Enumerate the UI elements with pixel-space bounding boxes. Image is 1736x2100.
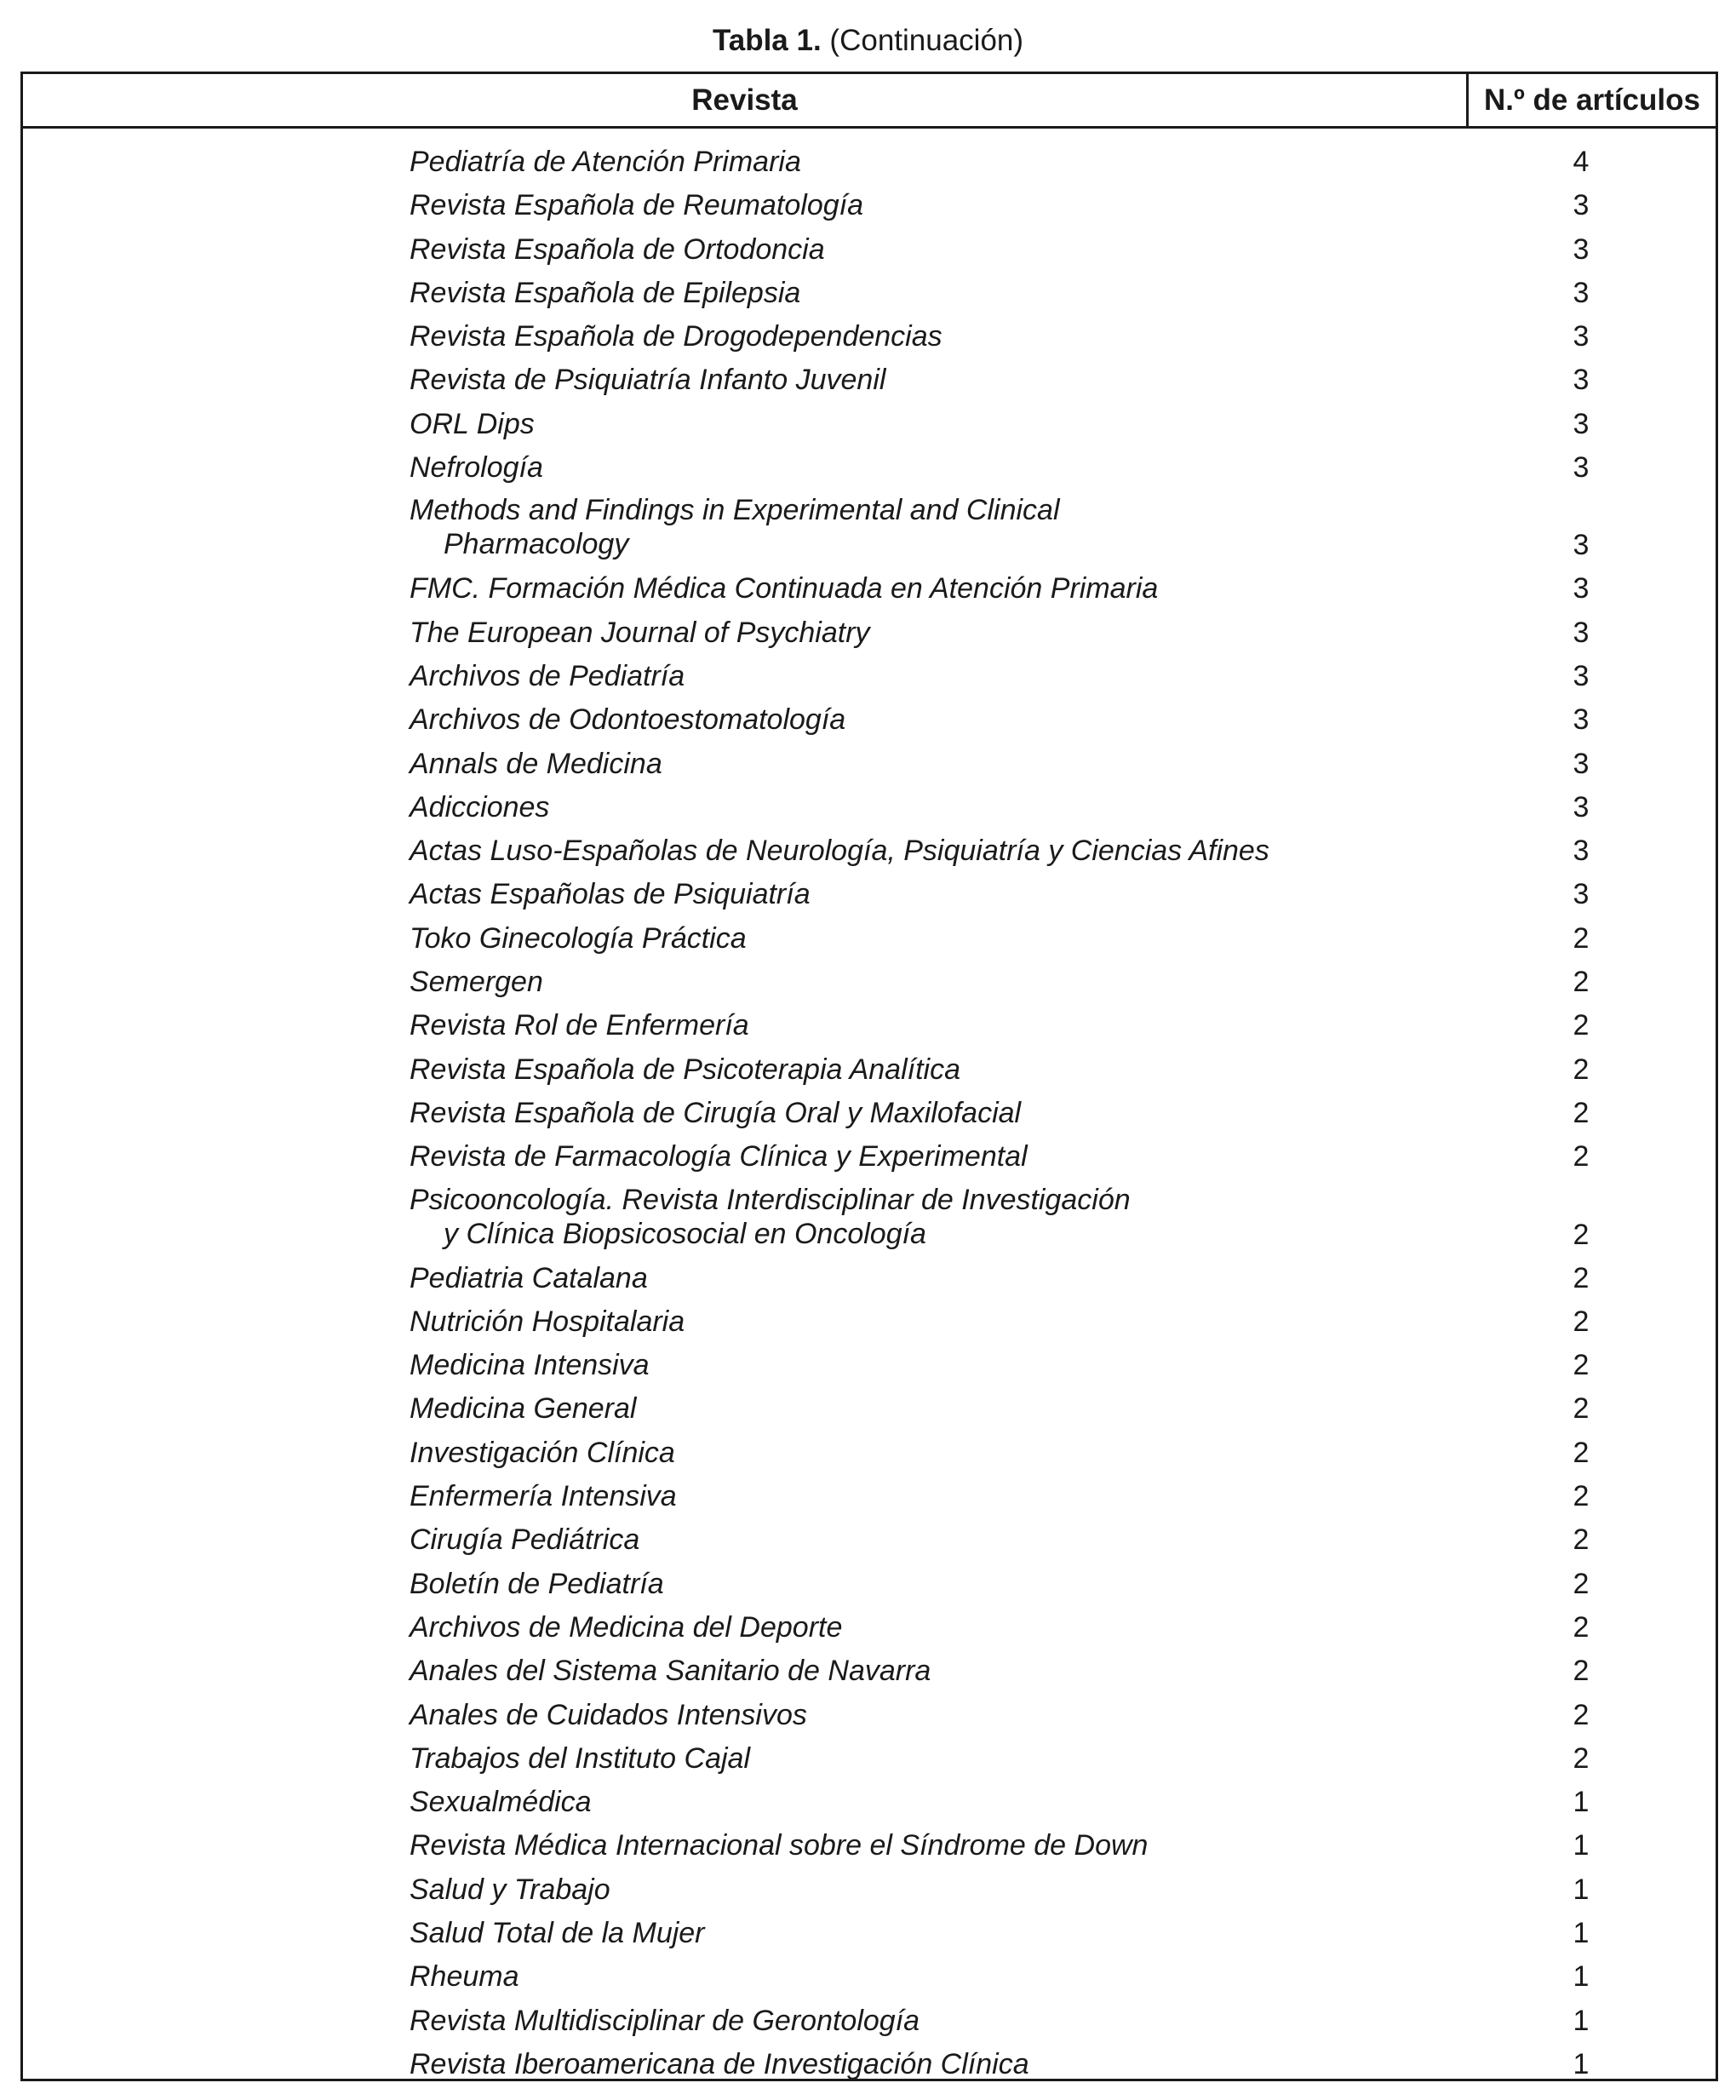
journal-name	[410, 743, 1474, 786]
table-row	[23, 1737, 1716, 1781]
journal-name-line: Revista Española de Reumatología	[410, 189, 863, 222]
article-count: 2	[1573, 1392, 1590, 1426]
journal-name	[410, 1344, 1474, 1387]
article-count: 4	[1573, 146, 1590, 178]
journal-name-line: Revista Española de Drogodependencias	[410, 320, 942, 353]
table-row	[23, 655, 1716, 698]
table-row	[23, 917, 1716, 961]
journal-name	[410, 829, 1474, 873]
table-row	[23, 446, 1716, 490]
journal-name	[410, 567, 1474, 611]
journal-name	[410, 698, 1474, 742]
journal-name	[410, 446, 1474, 490]
journals-table	[20, 72, 1718, 2081]
table-header	[23, 74, 1716, 129]
journal-name	[410, 1650, 1474, 1693]
table-caption	[0, 22, 1736, 60]
article-count: 1	[1573, 1960, 1590, 1994]
article-count: 3	[1573, 835, 1590, 868]
journal-name	[410, 1387, 1474, 1431]
journal-name-line: Salud Total de la Mujer	[410, 1916, 705, 1949]
article-count: 2	[1573, 1009, 1590, 1042]
table-row	[23, 1606, 1716, 1650]
table-row	[23, 1257, 1716, 1300]
table-row	[23, 1518, 1716, 1562]
table-row	[23, 1300, 1716, 1344]
article-count: 1	[1573, 2004, 1590, 2037]
table-row	[23, 2000, 1716, 2043]
journal-name	[410, 359, 1474, 402]
article-count: 3	[1573, 878, 1590, 911]
journal-name-line: Anales del Sistema Sanitario de Navarra	[410, 1655, 931, 1688]
table-row	[23, 1694, 1716, 1737]
table-row	[23, 1048, 1716, 1092]
journal-name-line: Archivos de Odontoestomatología	[410, 703, 846, 737]
journal-name-line: Revista Española de Cirugía Oral y Maxilofacial	[410, 1096, 1022, 1129]
table-row	[23, 1781, 1716, 1824]
article-count: 2	[1573, 1610, 1590, 1644]
article-count: 2	[1573, 921, 1590, 955]
journal-name	[410, 1432, 1474, 1475]
header-count: N.º de artículos	[1484, 83, 1700, 117]
article-count: 2	[1573, 1436, 1590, 1469]
journal-name	[410, 786, 1474, 829]
journal-name	[410, 1257, 1474, 1300]
journal-name-line: Revista Multidisciplinar de Gerontología	[410, 2004, 920, 2037]
table-row	[23, 1135, 1716, 1179]
table-row	[23, 1475, 1716, 1518]
table-row	[23, 1824, 1716, 1868]
journal-name-line: Investigación Clínica	[410, 1436, 675, 1469]
article-count: 2	[1573, 1305, 1590, 1338]
journal-name-line: Revista Española de Ortodoncia	[410, 232, 825, 266]
journal-name	[410, 1824, 1474, 1868]
journal-name-line: Revista Rol de Enfermería	[410, 1009, 749, 1042]
table-row	[23, 1004, 1716, 1047]
journal-name	[410, 1004, 1474, 1047]
article-count: 2	[1573, 1480, 1590, 1513]
table-row	[23, 403, 1716, 446]
table-row	[23, 1912, 1716, 1955]
table-row	[23, 1868, 1716, 1912]
article-count: 2	[1573, 966, 1590, 999]
article-count: 2	[1573, 1567, 1590, 1600]
journal-name	[410, 1135, 1474, 1179]
table-row	[23, 359, 1716, 402]
article-count: 2	[1573, 1096, 1590, 1129]
table-row	[23, 1432, 1716, 1475]
table-row	[23, 829, 1716, 873]
article-count: 3	[1573, 747, 1590, 780]
journal-name	[410, 1092, 1474, 1135]
journal-name-line: Actas Luso-Españolas de Neurología, Psiquiatría y Ciencias Afines	[410, 835, 1269, 868]
table-row	[23, 315, 1716, 359]
journal-name	[410, 1955, 1474, 1999]
journal-name-line: Medicina Intensiva	[410, 1349, 650, 1382]
journal-name-line: Archivos de Medicina del Deporte	[410, 1610, 843, 1644]
journal-name-line: Boletín de Pediatría	[410, 1567, 664, 1600]
table-row	[23, 1179, 1716, 1257]
journal-name-line: Medicina General	[410, 1392, 637, 1426]
journal-name	[410, 1048, 1474, 1092]
journal-name-line: Annals de Medicina	[410, 747, 662, 780]
journal-name-line: Sexualmédica	[410, 1786, 592, 1819]
journal-name-line: Rheuma	[410, 1960, 519, 1994]
caption-note: (Continuación)	[829, 24, 1024, 57]
table-row	[23, 873, 1716, 916]
article-count: 3	[1573, 364, 1590, 397]
journal-name	[410, 1475, 1474, 1518]
journal-name-line: Trabajos del Instituto Cajal	[410, 1741, 751, 1775]
article-count: 1	[1573, 2047, 1590, 2080]
article-count: 3	[1573, 189, 1590, 222]
article-count: 1	[1573, 1916, 1590, 1949]
article-count: 2	[1573, 1261, 1590, 1294]
journal-name	[410, 1518, 1474, 1562]
journal-name-line: Nutrición Hospitalaria	[410, 1305, 685, 1338]
table-body	[23, 141, 1716, 2086]
journal-name-line: Anales de Cuidados Intensivos	[410, 1698, 807, 1731]
article-count: 1	[1573, 1873, 1590, 1906]
article-count: 3	[1573, 451, 1590, 485]
article-count: 2	[1573, 1349, 1590, 1382]
article-count: 3	[1573, 529, 1590, 562]
header-revista: Revista	[23, 74, 1469, 126]
table-row	[23, 786, 1716, 829]
article-count: 2	[1573, 1140, 1590, 1173]
journal-name-line: The European Journal of Psychiatry	[410, 616, 870, 649]
article-count: 2	[1573, 1218, 1590, 1251]
article-count: 3	[1573, 703, 1590, 737]
journal-name-line: Revista Iberoamericana de Investigación Clínica	[410, 2047, 1029, 2080]
article-count: 2	[1573, 1741, 1590, 1775]
table-row	[23, 184, 1716, 227]
article-count: 3	[1573, 232, 1590, 266]
journal-name-line: Revista Española de Epilepsia	[410, 276, 801, 309]
journal-name	[410, 2000, 1474, 2043]
table-row	[23, 567, 1716, 611]
journal-name-line: Actas Españolas de Psiquiatría	[410, 878, 811, 911]
journal-name-line: Revista Médica Internacional sobre el Síndrome de Down	[410, 1829, 1149, 1862]
article-count: 3	[1573, 276, 1590, 309]
journal-name-line: Cirugía Pediátrica	[410, 1523, 640, 1557]
journal-name	[410, 611, 1474, 655]
journal-name	[410, 315, 1474, 359]
table-row	[23, 490, 1716, 567]
journal-name	[410, 1694, 1474, 1737]
journal-name	[410, 228, 1474, 272]
table-row	[23, 272, 1716, 315]
journal-name	[410, 873, 1474, 916]
table-row	[23, 1092, 1716, 1135]
journal-name	[410, 1300, 1474, 1344]
journal-name	[410, 961, 1474, 1004]
journal-name-line: Archivos de Pediatría	[410, 659, 685, 692]
journal-name	[410, 655, 1474, 698]
journal-name-continuation: y Clínica Biopsicosocial en Oncología	[444, 1217, 926, 1250]
table-row	[23, 1344, 1716, 1387]
article-count: 2	[1573, 1523, 1590, 1557]
table-row	[23, 141, 1716, 184]
journal-name-line: Psicooncología. Revista Interdisciplinar de Investigación	[410, 1183, 1131, 1216]
journal-name	[410, 141, 1474, 184]
journal-name-line: Revista de Farmacología Clínica y Experimental	[410, 1140, 1028, 1173]
journal-name-line: Enfermería Intensiva	[410, 1480, 677, 1513]
journal-name-line: Salud y Trabajo	[410, 1873, 610, 1906]
article-count: 3	[1573, 616, 1590, 649]
journal-name-line: Pediatria Catalana	[410, 1261, 648, 1294]
journal-name	[410, 1606, 1474, 1650]
article-count: 2	[1573, 1655, 1590, 1688]
table-row	[23, 961, 1716, 1004]
article-count: 1	[1573, 1829, 1590, 1862]
article-count: 2	[1573, 1053, 1590, 1086]
journal-name	[410, 493, 1474, 561]
caption-label: Tabla 1.	[712, 24, 822, 57]
article-count: 3	[1573, 790, 1590, 823]
journal-name-line: Revista Española de Psicoterapia Analítica	[410, 1053, 960, 1086]
table-row	[23, 611, 1716, 655]
article-count: 1	[1573, 1786, 1590, 1819]
journal-name	[410, 1781, 1474, 1824]
article-count: 3	[1573, 407, 1590, 440]
journal-name-line: Semergen	[410, 966, 543, 999]
journal-name	[410, 1183, 1474, 1251]
journal-name-line: ORL Dips	[410, 407, 535, 440]
table-row	[23, 743, 1716, 786]
journal-name-line: Nefrología	[410, 451, 543, 485]
journal-name	[410, 1912, 1474, 1955]
journal-name-line: Pediatría de Atención Primaria	[410, 146, 801, 178]
table-row	[23, 698, 1716, 742]
journal-name-line: Adicciones	[410, 790, 550, 823]
article-count: 3	[1573, 320, 1590, 353]
journal-name-line: Toko Ginecología Práctica	[410, 921, 747, 955]
journal-name	[410, 272, 1474, 315]
journal-name-line: Methods and Findings in Experimental and Clinical	[410, 494, 1060, 527]
journal-name	[410, 1868, 1474, 1912]
journal-name-line: Revista de Psiquiatría Infanto Juvenil	[410, 364, 886, 397]
journal-name	[410, 403, 1474, 446]
article-count: 3	[1573, 659, 1590, 692]
table-row	[23, 2043, 1716, 2086]
journal-name	[410, 1563, 1474, 1606]
table-row	[23, 1650, 1716, 1693]
journal-name-continuation: Pharmacology	[444, 528, 629, 561]
journal-name	[410, 1737, 1474, 1781]
article-count: 3	[1573, 572, 1590, 605]
journal-name	[410, 184, 1474, 227]
table-row	[23, 1387, 1716, 1431]
journal-name-line: FMC. Formación Médica Continuada en Atención Primaria	[410, 572, 1159, 605]
table-row	[23, 1563, 1716, 1606]
journal-name	[410, 917, 1474, 961]
article-count: 2	[1573, 1698, 1590, 1731]
table-row	[23, 228, 1716, 272]
journal-name	[410, 2043, 1474, 2086]
table-row	[23, 1955, 1716, 1999]
